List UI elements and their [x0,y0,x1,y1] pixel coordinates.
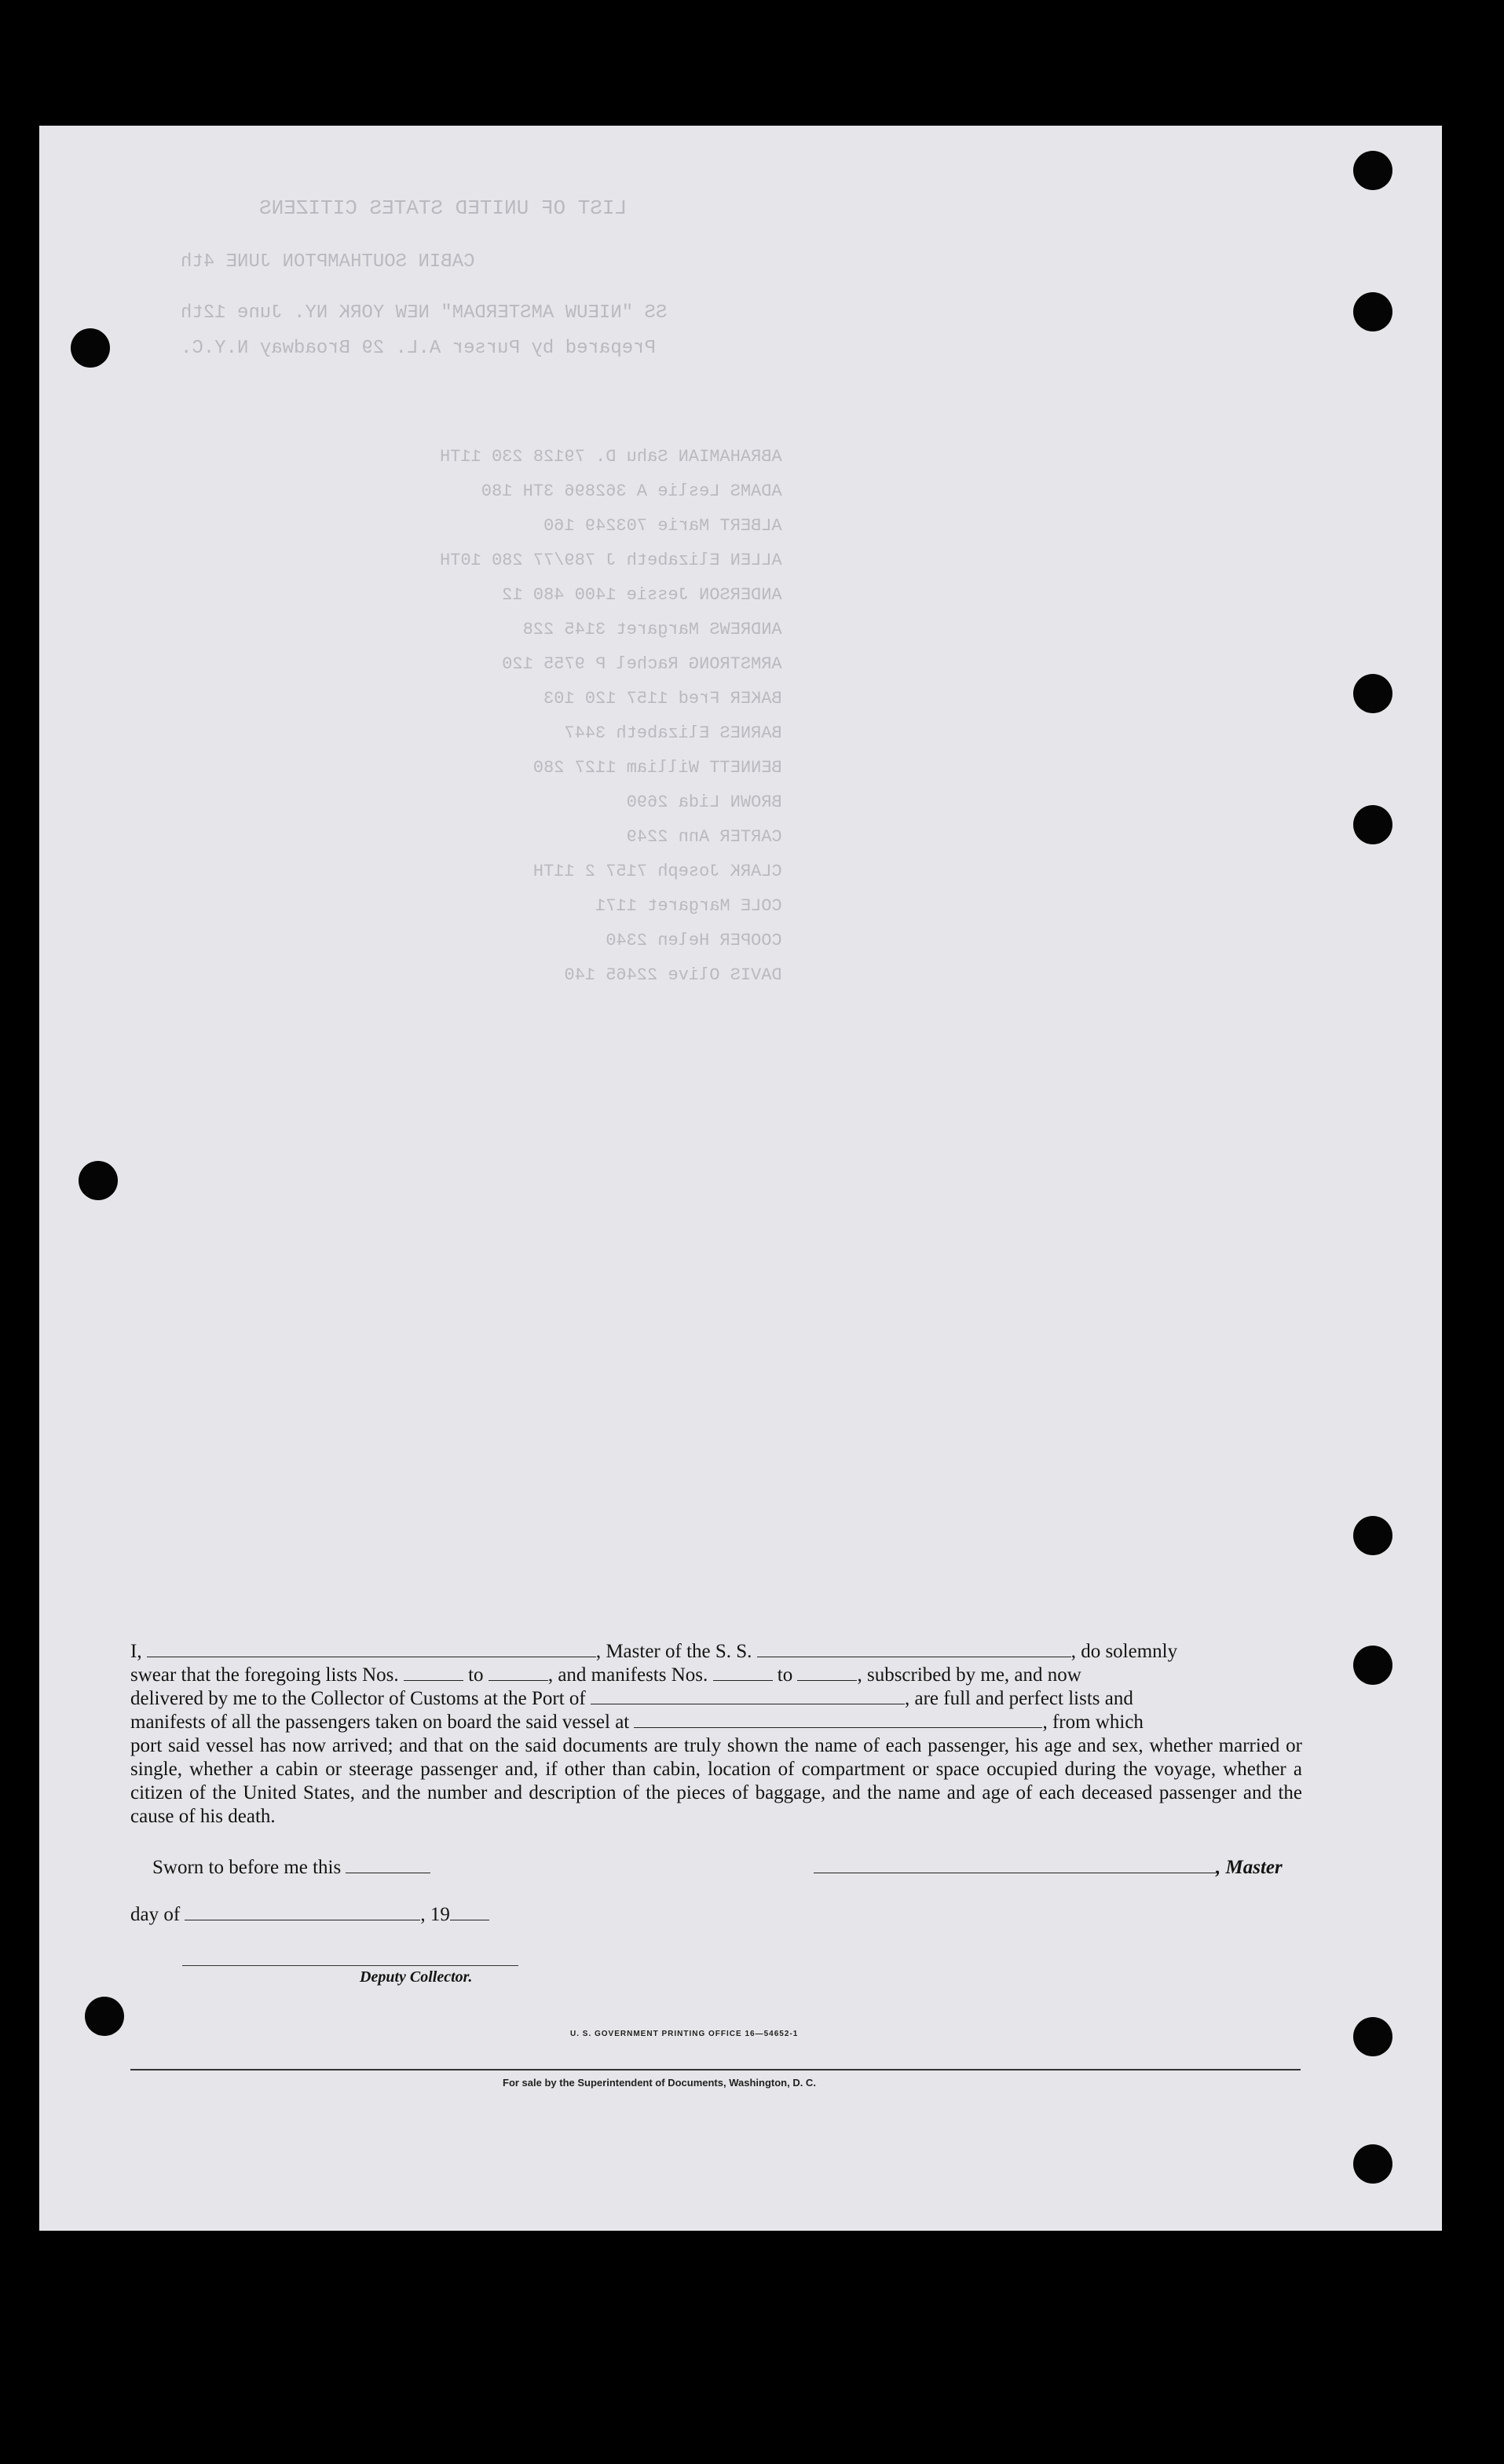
oath-i: I, [130,1641,142,1662]
from-which-label: , from which [1042,1712,1144,1733]
port-blank [591,1688,905,1704]
for-sale-note: For sale by the Superintendent of Documents, Washington, D. C. [503,2077,816,2089]
master-signature-row [814,1857,1283,1879]
year-prefix: , 19 [420,1904,450,1925]
subscribed-label: , subscribed by me, and now [857,1664,1081,1686]
manifest-from-blank [713,1664,773,1681]
day-of-row [130,1904,489,1926]
master-of-ss-label: , Master of the S. S. [595,1641,752,1662]
month-blank [185,1904,420,1920]
bleed-through-line: Prepared by Purser A.L. 29 Broadway N.Y.C. [181,338,656,359]
sworn-label: Sworn to before me this [152,1857,342,1878]
oath-paragraph [130,1640,1302,1829]
list-to-blank [489,1664,548,1681]
punch-hole [85,1997,124,2036]
deputy-collector-label: Deputy Collector. [360,1968,473,1986]
are-full-label: , are full and perfect lists and [905,1688,1133,1709]
manifest-to-blank [797,1664,857,1681]
punch-hole [1353,2017,1392,2056]
deputy-signature-line [182,1965,518,1966]
punch-hole [1353,151,1392,190]
punch-hole [79,1161,118,1200]
footer-rule [130,2069,1301,2070]
day-of-label: day of [130,1904,181,1925]
sworn-row [152,1857,430,1879]
bleed-through-line: CABIN SOUTHAMPTON JUNE 4th [181,251,475,273]
to-label: to [777,1664,793,1686]
year-blank [450,1904,489,1920]
and-manifests-label: , and manifests Nos. [547,1664,708,1686]
bleed-through-header: LIST OF UNITED STATES CITIZENS [259,196,628,220]
bleed-through-line: SS "NIEUW AMSTERDAM" NEW YORK NY. June 12th [181,302,668,324]
master-name-blank [147,1641,596,1657]
manifests-all-label: manifests of all the passengers taken on board the said vessel at [130,1712,630,1733]
departure-port-blank [634,1712,1042,1728]
punch-hole [1353,2144,1392,2184]
to-label: to [468,1664,484,1686]
bleed-through-entries: ABRAHAMIAN Sahu D. 79128 230 11TH ADAMS Leslie A 362896 3TH 180 ALBERT Marie 703249 160 ALLEN Elizabeth J 789/77 280 10TH ANDERSON Jessie 1400 480 12 ANDREWS Margaret 3145 228 ARMSTRONG Rachel P 9755 120 BAKER Fred 1157 120 103 BARNES Elizabeth 3447 BENNETT William 1127 280 BROWN Lida 2690 CARTER Ann 2249 CLARK Joseph 7157 2 11TH COLE Margaret 1171 COOPER Helen 2340 DAVIS Olive 22465 140 [440,447,782,985]
punch-hole [1353,674,1392,713]
punch-hole [1353,1516,1392,1555]
oath-body-text: port said vessel has now arrived; and that on the said documents are truly shown the name of each passenger, his age and sex, whether married or single, whether a cabin or steerage passenger and, if other than cabin, location of compartment or space occupied during the voyage, whether a citizen of the United States, and the number and description of the pieces of baggage, and the name and age of each deceased passenger and the cause of his death. [130,1735,1302,1827]
delivered-label: delivered by me to the Collector of Customs at the Port of [130,1688,586,1709]
punch-hole [1353,292,1392,331]
swear-lists-label: swear that the foregoing lists Nos. [130,1664,399,1686]
printing-office-imprint: U. S. GOVERNMENT PRINTING OFFICE 16—54652-1 [570,2030,799,2038]
do-solemnly-label: , do solemnly [1070,1641,1178,1662]
ship-name-blank [757,1641,1071,1657]
master-signature-blank [814,1857,1216,1873]
punch-hole [71,328,110,368]
punch-hole [1353,1646,1392,1685]
punch-hole [1353,805,1392,844]
sworn-date-blank [346,1857,430,1873]
list-from-blank [404,1664,463,1681]
master-label: , Master [1216,1857,1283,1878]
